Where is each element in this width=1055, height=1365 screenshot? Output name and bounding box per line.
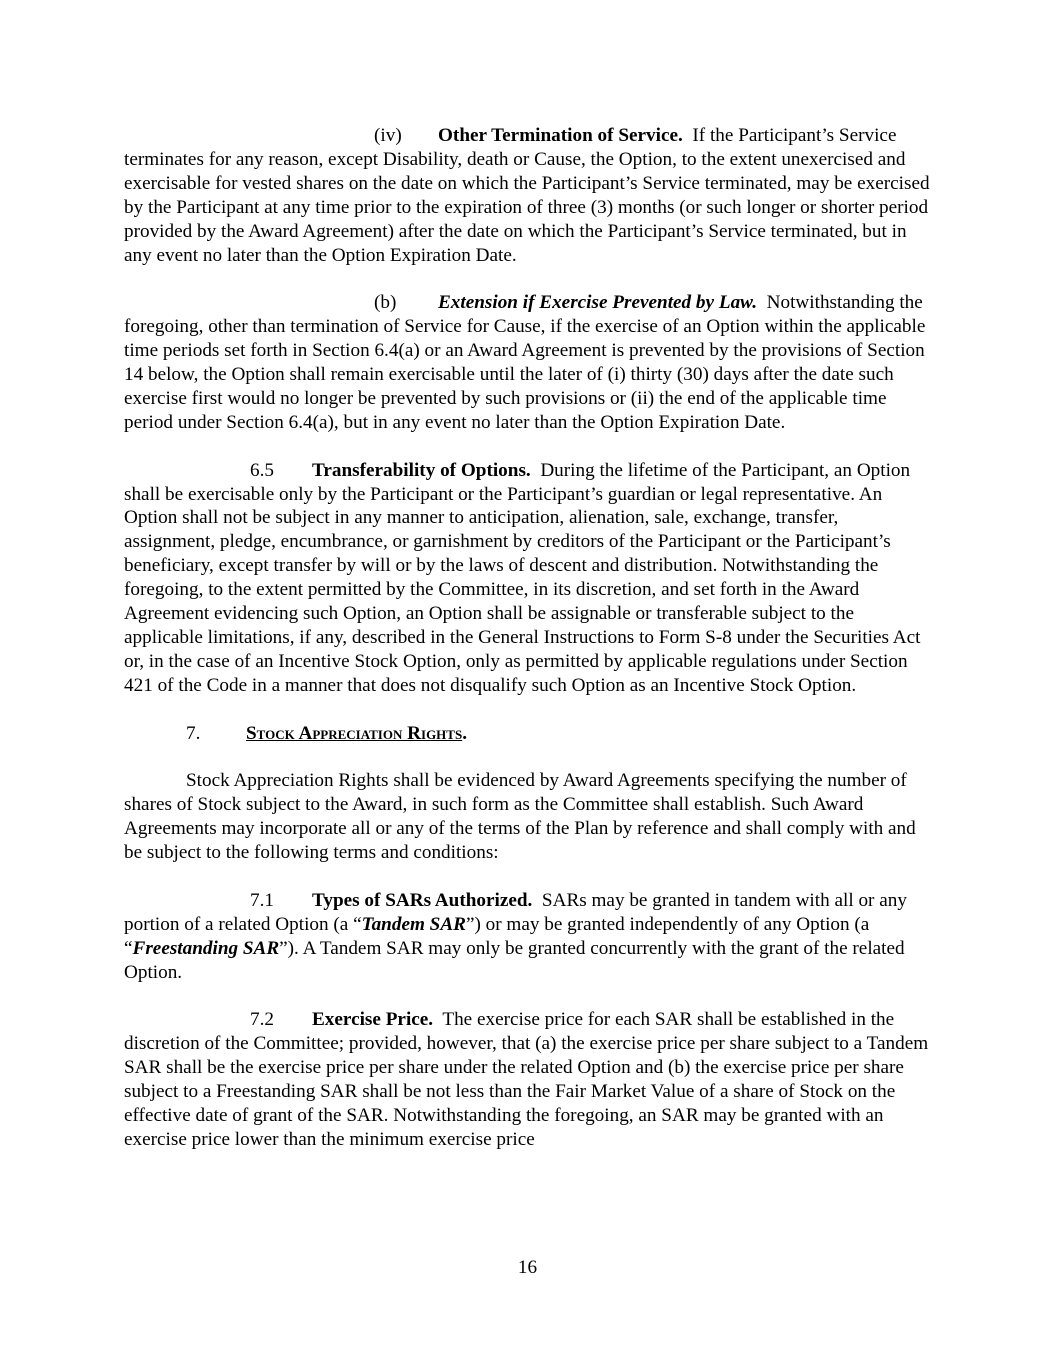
section-title: Transferability of Options. xyxy=(312,459,531,481)
section-7-1 xyxy=(124,889,930,985)
heading-period: . xyxy=(462,722,467,744)
section-number: 7.2 xyxy=(250,1009,274,1031)
section-7-2 xyxy=(124,1008,930,1151)
section-text: The exercise price for each SAR shall be established in the discretion of the Committee; provided, however, that (a) the exercise price per share subject to a Tandem SAR shall be the exercise price per share under the related Option and (b) the exercise price per share subject to a Freestanding SAR shall be not less than the Fair Market Value of a share of Stock on the effective date of grant of the SAR. Notwithstanding the foregoing, an SAR may be granted with an exercise price lower than the minimum exercise price xyxy=(124,1009,929,1150)
section-6-5 xyxy=(124,459,930,698)
heading-title: Stock Appreciation Rights xyxy=(246,722,463,744)
paragraph-number: (iv) xyxy=(374,125,402,146)
section-7-heading xyxy=(124,722,930,746)
paragraph-iv xyxy=(124,124,930,267)
section-title: Types of SARs Authorized. xyxy=(312,889,533,911)
section-text: SARs may be granted in tandem with all or any portion of a related Option (a “ xyxy=(124,889,907,935)
defined-term-freestanding-sar: Freestanding SAR xyxy=(132,937,280,959)
paragraph-title: Other Termination of Service. xyxy=(438,125,683,146)
section-title: Exercise Price. xyxy=(312,1009,434,1031)
paragraph-text: If the Participant’s Service terminates for any reason, except Disability, death or Cause, the Option, to the extent unexercised and exercisable for vested shares on the date on which the Participant’s Service terminated, may be exercised by the Participant at any time prior to the expiration of three (3) months (or such longer or shorter period provided by the Award Agreement) after the date on which the Participant’s Service terminated, but in any event no later than the Option Expiration Date. xyxy=(124,125,930,266)
defined-term-tandem-sar: Tandem SAR xyxy=(361,913,466,935)
paragraph-b xyxy=(124,291,930,434)
paragraph-title: Extension if Exercise Prevented by Law. xyxy=(438,292,758,314)
paragraph-text: Notwithstanding the foregoing, other than termination of Service for Cause, if the exercise of an Option within the applicable time periods set forth in Section 6.4(a) or an Award Agreement is prevented by the provisions of Section 14 below, the Option shall remain exercisable until the later of (i) thirty (30) days after the date such exercise first would no longer be prevented by such provisions or (ii) the end of the applicable time period under Section 6.4(a), but in any event no later than the Option Expiration Date. xyxy=(124,292,926,433)
heading-number: 7. xyxy=(186,722,201,744)
page-number: 16 xyxy=(517,1257,538,1278)
paragraph-number: (b) xyxy=(374,292,397,314)
document-page xyxy=(124,124,930,1152)
section-7-intro: Stock Appreciation Rights shall be evidenced by Award Agreements specifying the number of shares of Stock subject to the Award, in such form as the Committee shall establish. Such Award Agreements may incorporate all or any of the terms of the Plan by reference and shall comply with and be subject to the following terms and conditions: xyxy=(124,770,916,864)
section-text: ”) or may be granted independently of any Option (a “ xyxy=(124,913,870,959)
section-text: ”). A Tandem SAR may only be granted concurrently with the grant of the related Option. xyxy=(124,937,905,983)
section-text: During the lifetime of the Participant, an Option shall be exercisable only by the Participant or the Participant’s guardian or legal representative. An Option shall not be subject in any manner to anticipation, alienation, sale, exchange, transfer, assignment, pledge, encumbrance, or garnishment by creditors of the Participant or the Participant’s beneficiary, except transfer by will or by the laws of descent and distribution. Notwithstanding the foregoing, to the extent permitted by the Committee, in its discretion, and set forth in the Award Agreement evidencing such Option, an Option shall be assignable or transferable subject to the applicable limitations, if any, described in the General Instructions to Form S-8 under the Securities Act or, in the case of an Incentive Stock Option, only as permitted by applicable regulations under Section 421 of the Code in a manner that does not disqualify such Option as an Incentive Stock Option. xyxy=(124,459,921,696)
section-number: 6.5 xyxy=(250,459,274,481)
section-number: 7.1 xyxy=(250,889,274,911)
